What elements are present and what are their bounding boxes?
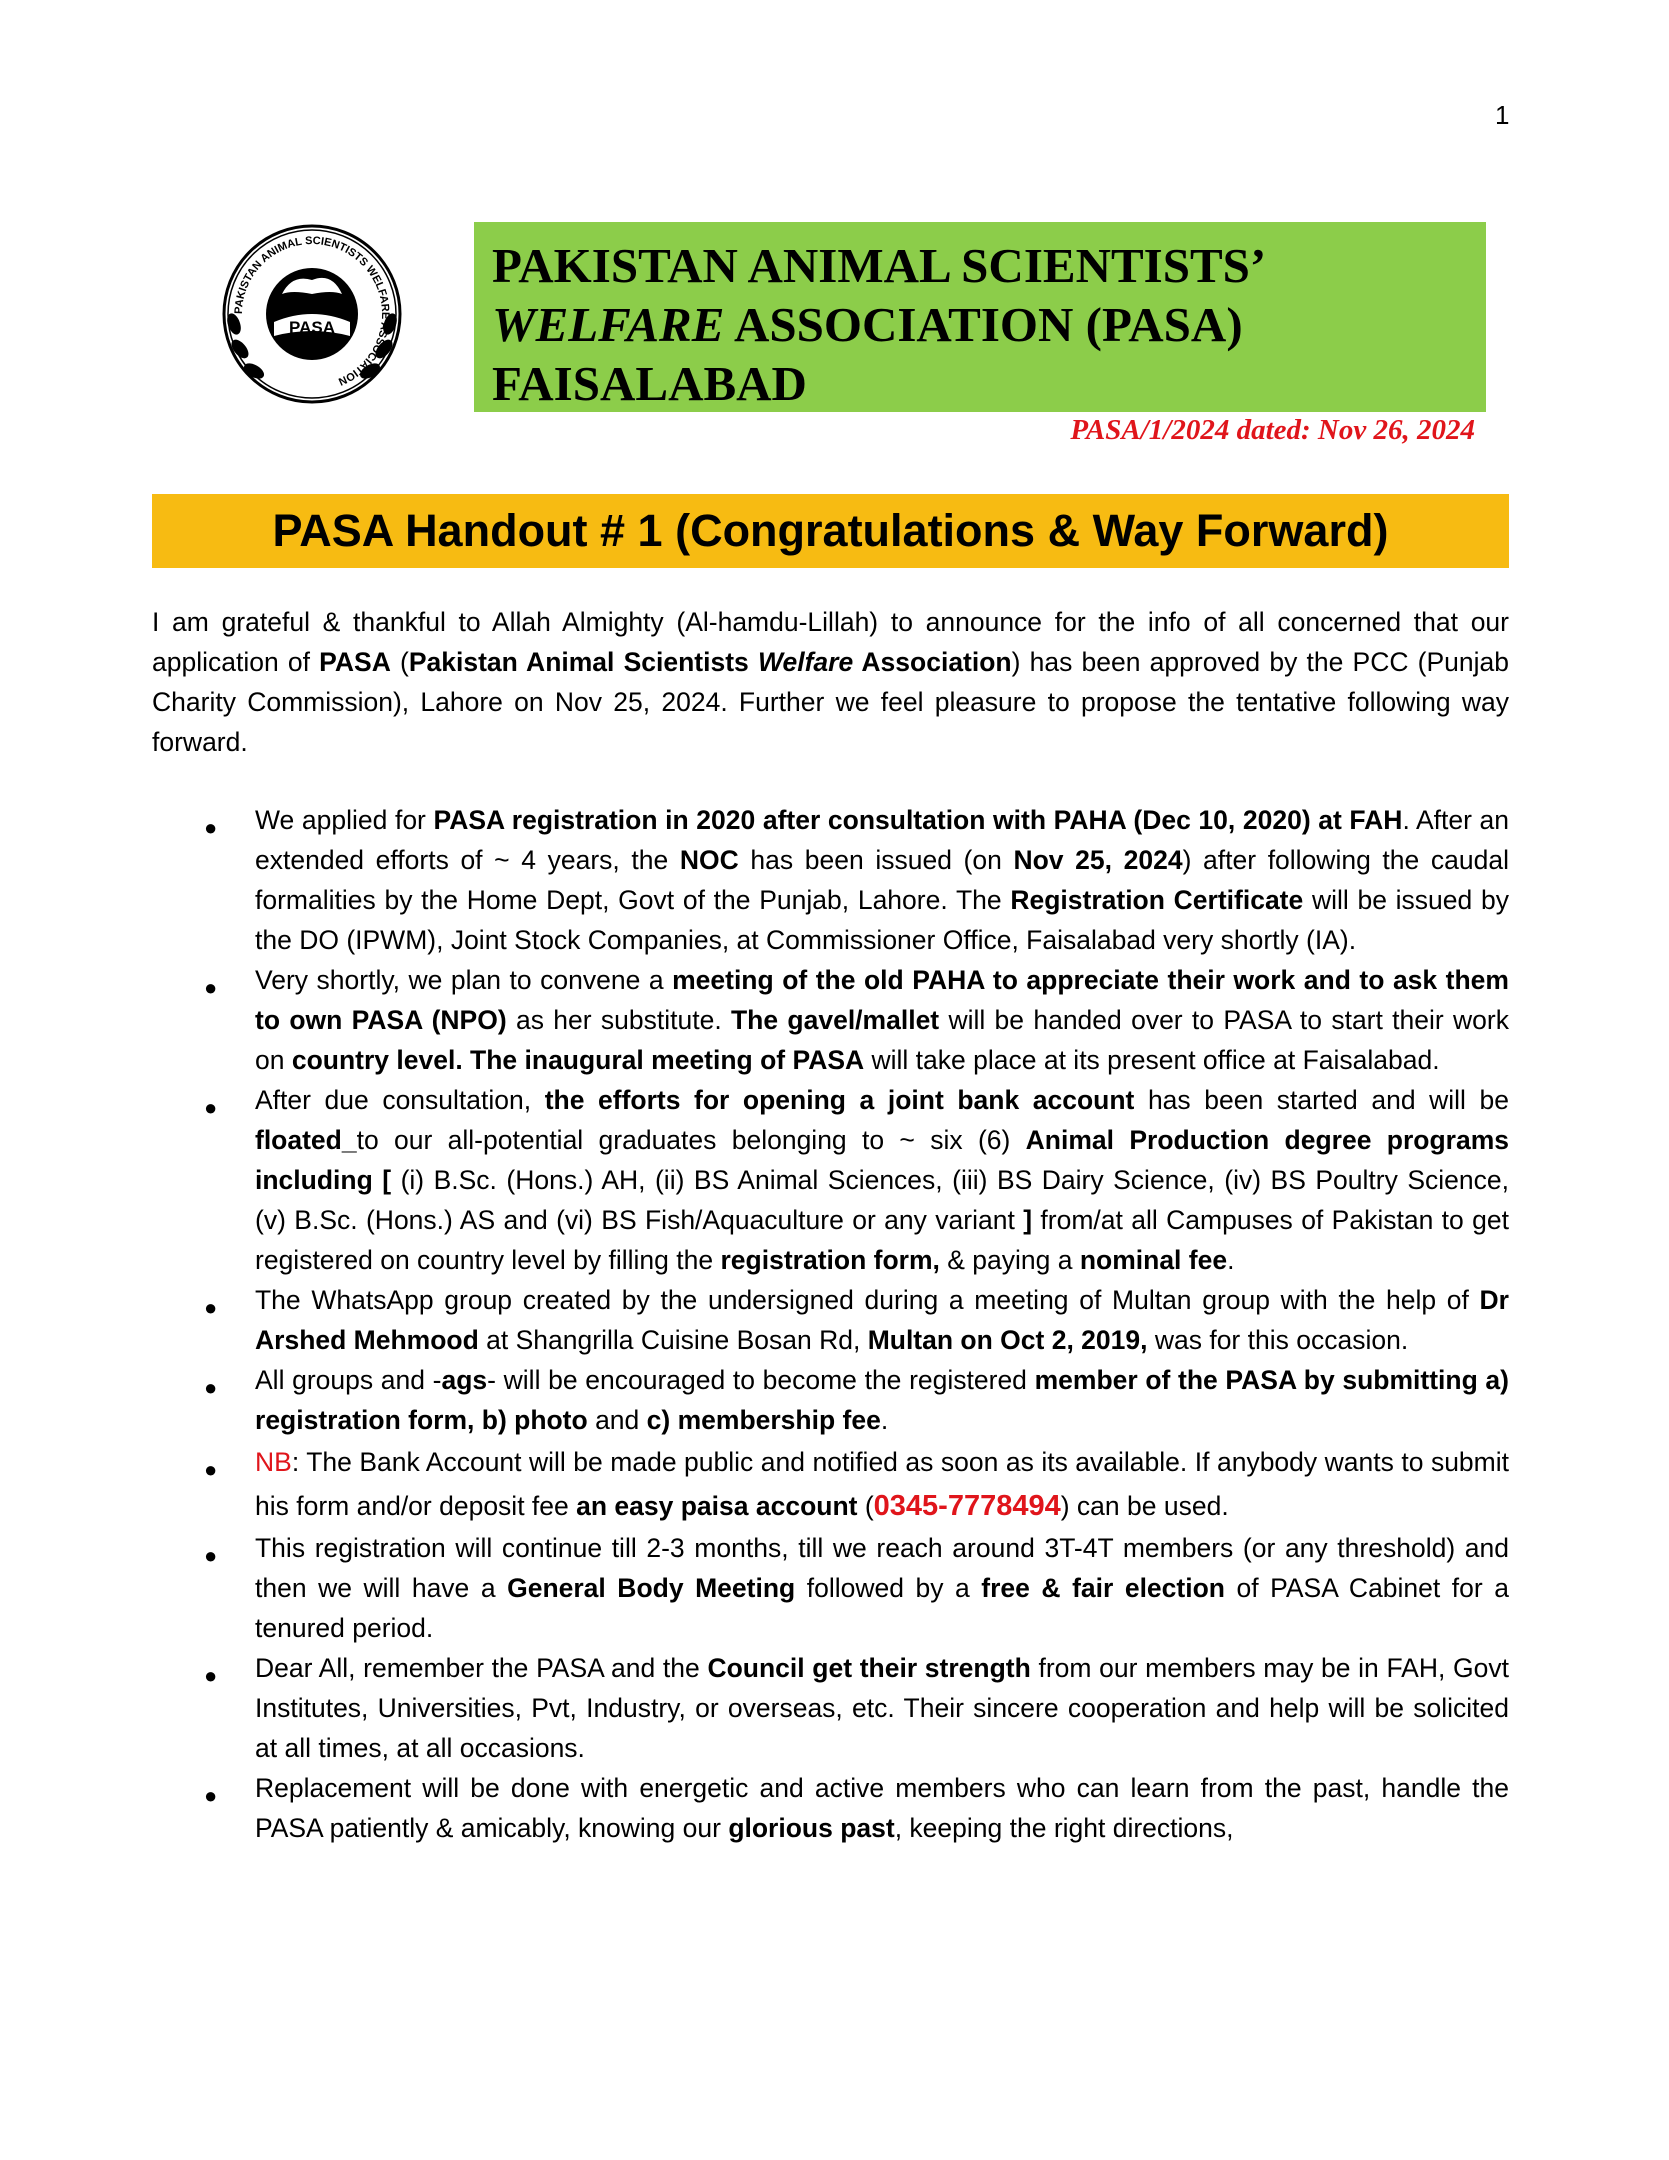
logo-center-text: PASA bbox=[289, 318, 335, 337]
item-text: and bbox=[587, 1405, 647, 1435]
list-item bbox=[152, 1280, 1509, 1360]
list-item bbox=[152, 960, 1509, 1080]
bullet-icon: ● bbox=[204, 1295, 218, 1320]
item-bold: the efforts for opening a joint bank account bbox=[544, 1085, 1135, 1115]
item-text: ( bbox=[857, 1491, 874, 1521]
item-text: will be issued by the DO (IPWM), Joint Stock Companies, at Commissioner Office, Faisalabad very shortly (IA). bbox=[255, 885, 1509, 955]
item-text: of PASA Cabinet for a tenured period. bbox=[255, 1573, 1509, 1643]
item-text: at Shangrilla Cuisine Bosan Rd, bbox=[478, 1325, 868, 1355]
intro-paragraph bbox=[152, 602, 1509, 762]
item-text: , keeping the right directions, bbox=[894, 1813, 1234, 1843]
logo-ring-text: PAKISTAN ANIMAL SCIENTISTS WELFARE ASSOCIATION bbox=[232, 234, 392, 388]
item-text: as her substitute. bbox=[506, 1005, 731, 1035]
bullet-icon: ● bbox=[204, 1457, 218, 1482]
bullet-icon: ● bbox=[204, 1783, 218, 1808]
item-bold: meeting of the old PAHA to appreciate their work and to ask them to own PASA (NPO) bbox=[255, 965, 1509, 1035]
item-text: We applied for bbox=[255, 805, 434, 835]
list-item bbox=[152, 1080, 1509, 1280]
item-text: Replacement will be done with energetic and active members who can learn from the past, handle the PASA patiently & amicably, knowing our bbox=[255, 1773, 1509, 1843]
item-bold: Multan on Oct 2, 2019, bbox=[867, 1325, 1148, 1355]
item-bold: General Body Meeting bbox=[507, 1573, 796, 1603]
title-line-2-rest: ASSOCIATION (PASA) bbox=[724, 297, 1243, 352]
item-bold: NOC bbox=[679, 845, 739, 875]
intro-bold: Association bbox=[853, 647, 1012, 677]
item-text: : The Bank Account will be made public and notified as soon as its available. If anybody wants to submit his form and/or deposit fee bbox=[255, 1447, 1509, 1521]
item-text: has been started and will be bbox=[1134, 1085, 1509, 1115]
intro-text: ( bbox=[390, 647, 409, 677]
item-text: & paying a bbox=[939, 1245, 1080, 1275]
intro-bold: PASA bbox=[319, 647, 391, 677]
title-line-2 bbox=[492, 295, 1486, 354]
item-bold: free & fair election bbox=[981, 1573, 1225, 1603]
association-title-banner bbox=[474, 222, 1486, 412]
item-bold: Animal Production degree programs including [ bbox=[255, 1125, 1509, 1195]
list-item bbox=[152, 1360, 1509, 1440]
item-text: will be handed over to PASA to start their work on bbox=[255, 1005, 1509, 1075]
item-bold: ] bbox=[1023, 1205, 1033, 1235]
item-bold: registration form, bbox=[720, 1245, 940, 1275]
title-line-1: PAKISTAN ANIMAL SCIENTISTS’ bbox=[492, 238, 1267, 293]
intro-text: ) has been approved by the PCC (Punjab Charity Commission), Lahore on Nov 25, 2024. Further we feel pleasure to propose the tentative following way forward. bbox=[152, 647, 1510, 757]
list-item bbox=[152, 1528, 1509, 1648]
item-text: The WhatsApp group created by the undersigned during a meeting of Multan group with the help of bbox=[255, 1285, 1480, 1315]
item-bold: Council get their strength bbox=[707, 1653, 1031, 1683]
pasa-logo bbox=[212, 214, 412, 414]
bullet-icon: ● bbox=[204, 1095, 218, 1120]
bullet-icon: ● bbox=[204, 975, 218, 1000]
intro-text: I am grateful & thankful to Allah Almighty (Al-hamdu-Lillah) to announce for the info of all concerned that our application of bbox=[152, 607, 1509, 677]
item-text: has been issued (on bbox=[738, 845, 1014, 875]
item-text: . bbox=[1227, 1245, 1235, 1275]
item-bold: Registration Certificate bbox=[1010, 885, 1304, 915]
handout-title: PASA Handout # 1 (Congratulations & Way Forward) bbox=[152, 494, 1509, 568]
item-bold: floated_ bbox=[255, 1125, 357, 1155]
item-text: to our all-potential graduates belonging to ~ six (6) bbox=[356, 1125, 1026, 1155]
title-line-3: FAISALABAD bbox=[492, 356, 807, 411]
item-bold: PASA registration in 2020 after consultation with PAHA (Dec 10, 2020) at FAH bbox=[433, 805, 1403, 835]
list-item bbox=[152, 1440, 1509, 1528]
bullet-icon: ● bbox=[204, 1375, 218, 1400]
item-text: After due consultation, bbox=[255, 1085, 545, 1115]
item-bold: nominal fee bbox=[1079, 1245, 1228, 1275]
item-text: from our members may be in FAH, Govt Institutes, Universities, Pvt, Industry, or overseas, etc. Their sincere cooperation and help will be solicited at all times, at all occasions. bbox=[255, 1653, 1509, 1763]
item-text: from/at all Campuses of Pakistan to get registered on country level by filling the bbox=[255, 1205, 1510, 1275]
item-text: will take place at its present office at Faisalabad. bbox=[864, 1045, 1440, 1075]
item-text: Very shortly, we plan to convene a bbox=[255, 965, 673, 995]
item-text: - will be encouraged to become the registered bbox=[487, 1365, 1035, 1395]
list-item bbox=[152, 1768, 1509, 1848]
item-bold: Nov 25, 2024 bbox=[1013, 845, 1183, 875]
item-bold: ags bbox=[441, 1365, 488, 1395]
bullet-icon: ● bbox=[204, 1543, 218, 1568]
intro-welfare: Welfare bbox=[757, 647, 854, 677]
item-bold: The gavel/mallet bbox=[731, 1005, 940, 1035]
item-bold: an easy paisa account bbox=[576, 1491, 858, 1521]
bullet-icon: ● bbox=[204, 1663, 218, 1688]
bullet-icon: ● bbox=[204, 815, 218, 840]
nb-label: NB bbox=[255, 1447, 292, 1477]
item-text: All groups and - bbox=[255, 1365, 442, 1395]
item-text: This registration will continue till 2-3 months, till we reach around 3T-4T members (or any threshold) and then we will have a bbox=[255, 1533, 1509, 1603]
item-bold: country level. The inaugural meeting of PASA bbox=[291, 1045, 865, 1075]
item-text: ) can be used. bbox=[1060, 1491, 1229, 1521]
item-text: was for this occasion. bbox=[1147, 1325, 1409, 1355]
item-text: . bbox=[880, 1405, 889, 1435]
item-text: Dear All, remember the PASA and the bbox=[255, 1653, 708, 1683]
intro-bold: Pakistan Animal Scientists bbox=[408, 647, 758, 677]
list-item bbox=[152, 800, 1509, 960]
easypaisa-phone: 0345-7778494 bbox=[873, 1490, 1061, 1522]
item-bold: member of the PASA by submitting a) registration form, b) photo bbox=[255, 1365, 1509, 1435]
item-bold: c) membership fee bbox=[646, 1405, 881, 1435]
item-text: . After an extended efforts of ~ 4 years, the bbox=[255, 805, 1509, 875]
way-forward-list bbox=[152, 800, 1509, 1848]
item-bold: Dr Arshed Mehmood bbox=[255, 1285, 1509, 1355]
item-text: (i) B.Sc. (Hons.) AH, (ii) BS Animal Sciences, (iii) BS Dairy Science, (iv) BS Poultry Science, (v) B.Sc. (Hons.) AS and (vi) BS Fish/Aquaculture or any variant bbox=[255, 1165, 1509, 1235]
reference-date: PASA/1/2024 dated: Nov 26, 2024 bbox=[1070, 414, 1475, 446]
item-text: followed by a bbox=[795, 1573, 982, 1603]
item-bold: glorious past bbox=[728, 1813, 895, 1843]
list-item bbox=[152, 1648, 1509, 1768]
title-welfare: WELFARE bbox=[492, 297, 725, 352]
item-text: ) after following the caudal formalities by the Home Dept, Govt of the Punjab, Lahore. The bbox=[255, 845, 1509, 915]
page-number: 1 bbox=[1495, 100, 1510, 130]
